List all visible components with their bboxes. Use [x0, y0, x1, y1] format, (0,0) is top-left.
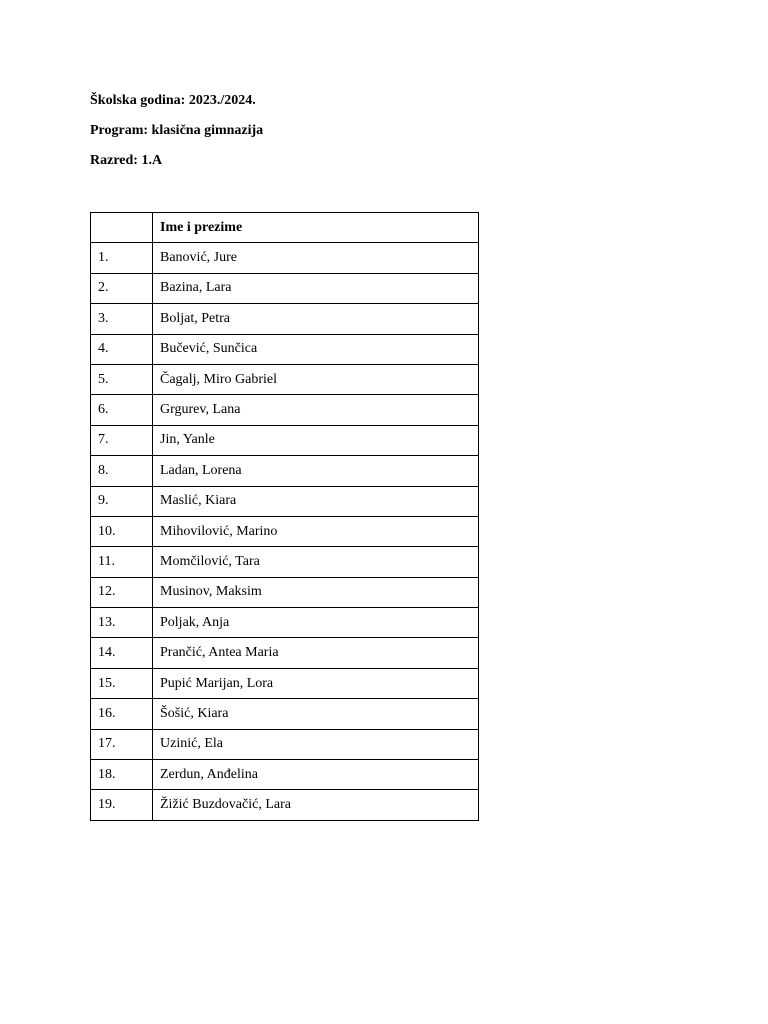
student-name: Čagalj, Miro Gabriel	[153, 364, 479, 394]
row-number: 7.	[91, 425, 153, 455]
class-line: Razred: 1.A	[90, 153, 163, 168]
row-number: 1.	[91, 243, 153, 273]
student-name: Banović, Jure	[153, 243, 479, 273]
row-number: 19.	[91, 790, 153, 820]
student-name: Jin, Yanle	[153, 425, 479, 455]
row-number: 18.	[91, 760, 153, 790]
table-row	[91, 273, 479, 303]
student-name: Uzinić, Ela	[153, 729, 479, 759]
table-row	[91, 577, 479, 607]
student-name: Maslić, Kiara	[153, 486, 479, 516]
row-number: 12.	[91, 577, 153, 607]
student-name: Žižić Buzdovačić, Lara	[153, 790, 479, 820]
student-name: Ladan, Lorena	[153, 456, 479, 486]
row-number: 17.	[91, 729, 153, 759]
row-number: 2.	[91, 273, 153, 303]
row-number: 5.	[91, 364, 153, 394]
document-heading	[90, 92, 263, 182]
student-name: Prančić, Antea Maria	[153, 638, 479, 668]
table-row	[91, 547, 479, 577]
student-name: Bazina, Lara	[153, 273, 479, 303]
table-row	[91, 364, 479, 394]
student-name: Bučević, Sunčica	[153, 334, 479, 364]
table-row	[91, 638, 479, 668]
table-row	[91, 425, 479, 455]
row-number: 16.	[91, 699, 153, 729]
header-name-cell: Ime i prezime	[153, 213, 479, 243]
student-name: Musinov, Maksim	[153, 577, 479, 607]
row-number: 8.	[91, 456, 153, 486]
program-line: Program: klasična gimnazija	[90, 123, 264, 138]
header-number-cell	[91, 213, 153, 243]
row-number: 3.	[91, 304, 153, 334]
table-row	[91, 608, 479, 638]
row-number: 14.	[91, 638, 153, 668]
student-name: Pupić Marijan, Lora	[153, 668, 479, 698]
row-number: 6.	[91, 395, 153, 425]
student-name: Zerdun, Anđelina	[153, 760, 479, 790]
table-row	[91, 486, 479, 516]
student-name: Poljak, Anja	[153, 608, 479, 638]
table-row	[91, 243, 479, 273]
table-row	[91, 395, 479, 425]
table-row	[91, 334, 479, 364]
row-number: 11.	[91, 547, 153, 577]
table-row	[91, 456, 479, 486]
table-row	[91, 729, 479, 759]
student-name: Mihovilović, Marino	[153, 516, 479, 546]
row-number: 4.	[91, 334, 153, 364]
table-row	[91, 760, 479, 790]
student-name: Grgurev, Lana	[153, 395, 479, 425]
student-list-table	[90, 212, 479, 821]
table-row	[91, 516, 479, 546]
row-number: 9.	[91, 486, 153, 516]
school-year-line: Školska godina: 2023./2024.	[90, 93, 256, 108]
student-name: Momčilović, Tara	[153, 547, 479, 577]
table-row	[91, 304, 479, 334]
table-row	[91, 790, 479, 820]
table-row	[91, 668, 479, 698]
table-row	[91, 699, 479, 729]
row-number: 13.	[91, 608, 153, 638]
student-name: Boljat, Petra	[153, 304, 479, 334]
row-number: 15.	[91, 668, 153, 698]
row-number: 10.	[91, 516, 153, 546]
student-name: Šošić, Kiara	[153, 699, 479, 729]
table-header-row	[91, 213, 479, 243]
